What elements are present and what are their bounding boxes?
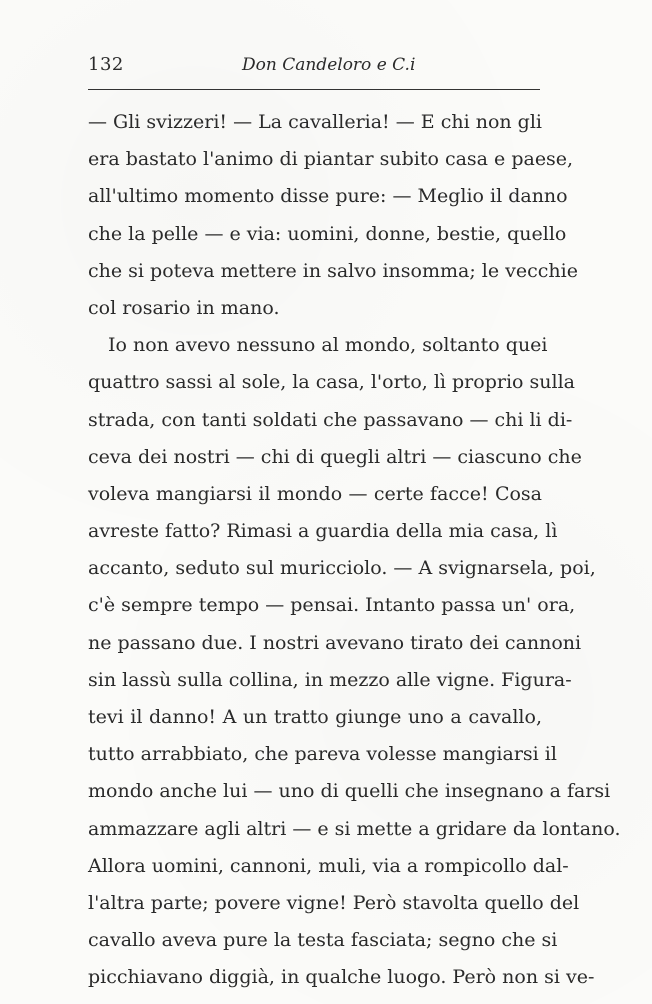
text-line: col rosario in mano. [88, 296, 280, 319]
text-line: picchiavano diggià, in qualche luogo. Però non si ve- [88, 966, 595, 989]
page-header [88, 48, 540, 90]
text-line: c'è sempre tempo — pensai. Intanto passa un' ora, [88, 594, 576, 617]
text-line: cavallo aveva pure la testa fasciata; segno che si [88, 929, 558, 952]
text-line: ne passano due. I nostri avevano tirato dei cannoni [88, 631, 582, 654]
body-text [88, 104, 621, 997]
text-line: tevi il danno! A un tratto giunge uno a cavallo, [88, 706, 542, 728]
header-rule [88, 89, 540, 90]
text-line: sin lassù sulla collina, in mezzo alle vigne. Figura- [88, 668, 572, 691]
page-number: 132 [88, 54, 124, 75]
text-line: ammazzare agli altri — e si mette a gridare da lontano. [88, 817, 621, 840]
text-line: avreste fatto? Rimasi a guardia della mia casa, lì [88, 520, 558, 543]
text-line: all'ultimo momento disse pure: — Meglio il danno [88, 185, 568, 208]
text-line: accanto, seduto sul muricciolo. — A svignarsela, poi, [88, 557, 596, 580]
text-line: l'altra parte; povere vigne! Però stavolta quello del [88, 891, 580, 914]
text-line: quattro sassi al sole, la casa, l'orto, lì proprio sulla [88, 371, 575, 394]
text-line: — Gli svizzeri! — La cavalleria! — E chi non gli [88, 111, 542, 133]
text-line: mondo anche lui — uno di quelli che insegnano a farsi [88, 780, 611, 803]
text-line: tutto arrabbiato, che pareva volesse mangiarsi il [88, 743, 557, 766]
text-line: ceva dei nostri — chi di quegli altri — ciascuno che [88, 445, 582, 468]
text-line: che si poteva mettere in salvo insomma; le vecchie [88, 259, 578, 282]
text-line: che la pelle — e via: uomini, donne, bestie, quello [88, 222, 567, 245]
text-line: era bastato l'animo di piantar subito casa e paese, [88, 148, 574, 171]
text-line: Io non avevo nessuno al mondo, soltanto quei [108, 334, 548, 357]
running-title: Don Candeloro e C.i [242, 55, 416, 75]
text-line: voleva mangiarsi il mondo — certe facce! Cosa [88, 482, 542, 505]
text-line: strada, con tanti soldati che passavano — chi li di- [88, 408, 573, 431]
text-line: Allora uomini, cannoni, muli, via a rompicollo dal- [88, 854, 569, 877]
